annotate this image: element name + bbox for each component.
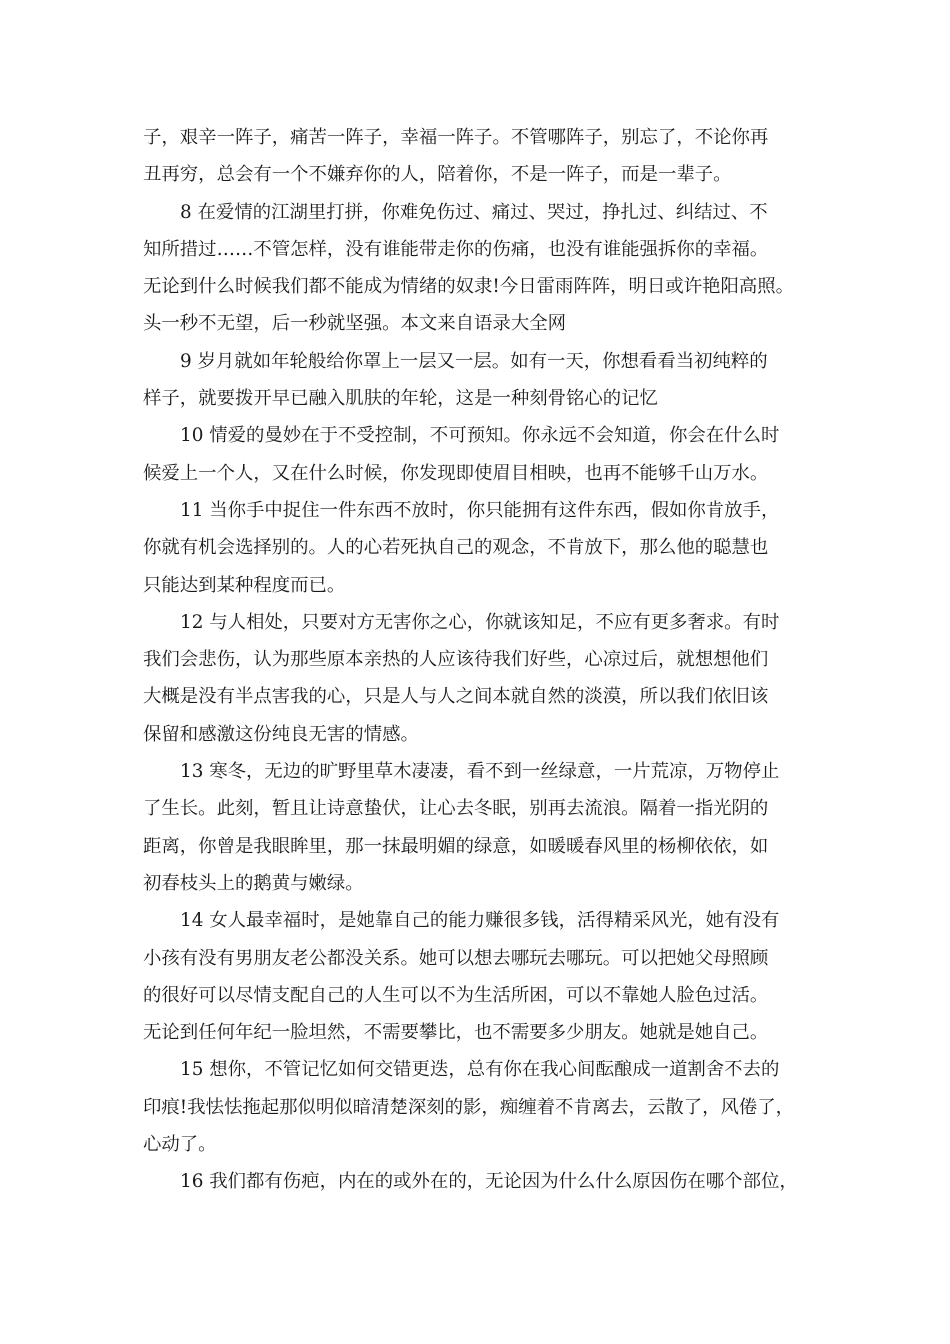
- text-line: 我们会悲伤，认为那些原本亲热的人应该待我们好些，心凉过后，就想想他们: [143, 649, 769, 671]
- text-line: 只能达到某种程度而已。: [143, 574, 346, 596]
- text-line: 印痕!我怯怯拖起那似明似暗清楚深刻的影，痴缠着不肯离去，云散了，风倦了，: [143, 1096, 795, 1118]
- paragraph-first-line: 15 想你，不管记忆如何交错更迭，总有你在我心间酝酿成一道割舍不去的: [180, 1059, 780, 1081]
- text-line: 子，艰辛一阵子，痛苦一阵子，幸福一阵子。不管哪阵子，别忘了，不论你再: [143, 127, 769, 148]
- text-line: 距离，你曾是我眼眸里，那一抹最明媚的绿意，如暖暖春风里的杨柳依依，如: [143, 835, 769, 857]
- text-line: 丑再穷，总会有一个不嫌弃你的人，陪着你，不是一阵子，而是一辈子。: [143, 164, 732, 186]
- document-body: [143, 119, 823, 1201]
- text-line: 保留和感激这份纯良无害的情感。: [143, 723, 419, 745]
- text-line: 初春枝头上的鹅黄与嫩绿。: [143, 872, 364, 894]
- text-line: 候爱上一个人，又在什么时候，你发现即使眉目相映，也再不能够千山万水。: [143, 462, 769, 484]
- text-line: 小孩有没有男朋友老公都没关系。她可以想去哪玩去哪玩。可以把她父母照顾: [143, 947, 769, 969]
- text-line: 样子，就要拨开早已融入肌肤的年轮，这是一种刻骨铭心的记忆: [143, 388, 658, 410]
- text-line: 了生长。此刻，暂且让诗意蛰伏，让心去冬眠，别再去流浪。隔着一指光阴的: [143, 798, 769, 820]
- text-line: 无论到任何年纪一脸坦然，不需要攀比，也不需要多少朋友。她就是她自己。: [143, 1022, 769, 1044]
- paragraph-first-line: 13 寒冬，无边的旷野里草木凄凄，看不到一丝绿意，一片荒凉，万物停止: [180, 761, 780, 783]
- paragraph-first-line: 8 在爱情的江湖里打拼，你难免伤过、痛过、哭过，挣扎过、纠结过、不: [180, 201, 768, 223]
- paragraph-first-line: 11 当你手中捉住一件东西不放时，你只能拥有这件东西，假如你肯放手，: [180, 499, 780, 521]
- paragraph-first-line: 9 岁月就如年轮般给你罩上一层又一层。如有一天，你想看看当初纯粹的: [180, 350, 768, 372]
- text-line: 知所措过……不管怎样，没有谁能带走你的伤痛，也没有谁能强拆你的幸福。: [143, 238, 769, 260]
- paragraph-first-line: 14 女人最幸福时，是她靠自己的能力赚很多钱，活得精采风光，她有没有: [180, 910, 780, 932]
- paragraph-first-line: 16 我们都有伤疤，内在的或外在的，无论因为什么什么原因伤在哪个部位，: [180, 1171, 798, 1193]
- text-line: 你就有机会选择别的。人的心若死执自己的观念，不肯放下，那么他的聪慧也: [143, 537, 769, 559]
- text-line: 大概是没有半点害我的心，只是人与人之间本就自然的淡漠，所以我们依旧该: [143, 686, 769, 708]
- paragraph-first-line: 10 情爱的曼妙在于不受控制，不可预知。你永远不会知道，你会在什么时: [180, 425, 780, 447]
- text-line: 心动了。: [143, 1134, 217, 1156]
- paragraph-first-line: 12 与人相处，只要对方无害你之心，你就该知足，不应有更多奢求。有时: [180, 611, 780, 633]
- text-line: 的很好可以尽情支配自己的人生可以不为生活所困，可以不靠她人脸色过活。: [143, 984, 769, 1006]
- text-line: 头一秒不无望，后一秒就坚强。本文来自语录大全网: [143, 313, 566, 335]
- text-line: 无论到什么时候我们都不能成为情绪的奴隶!今日雷雨阵阵，明日或许艳阳高照。: [143, 276, 795, 298]
